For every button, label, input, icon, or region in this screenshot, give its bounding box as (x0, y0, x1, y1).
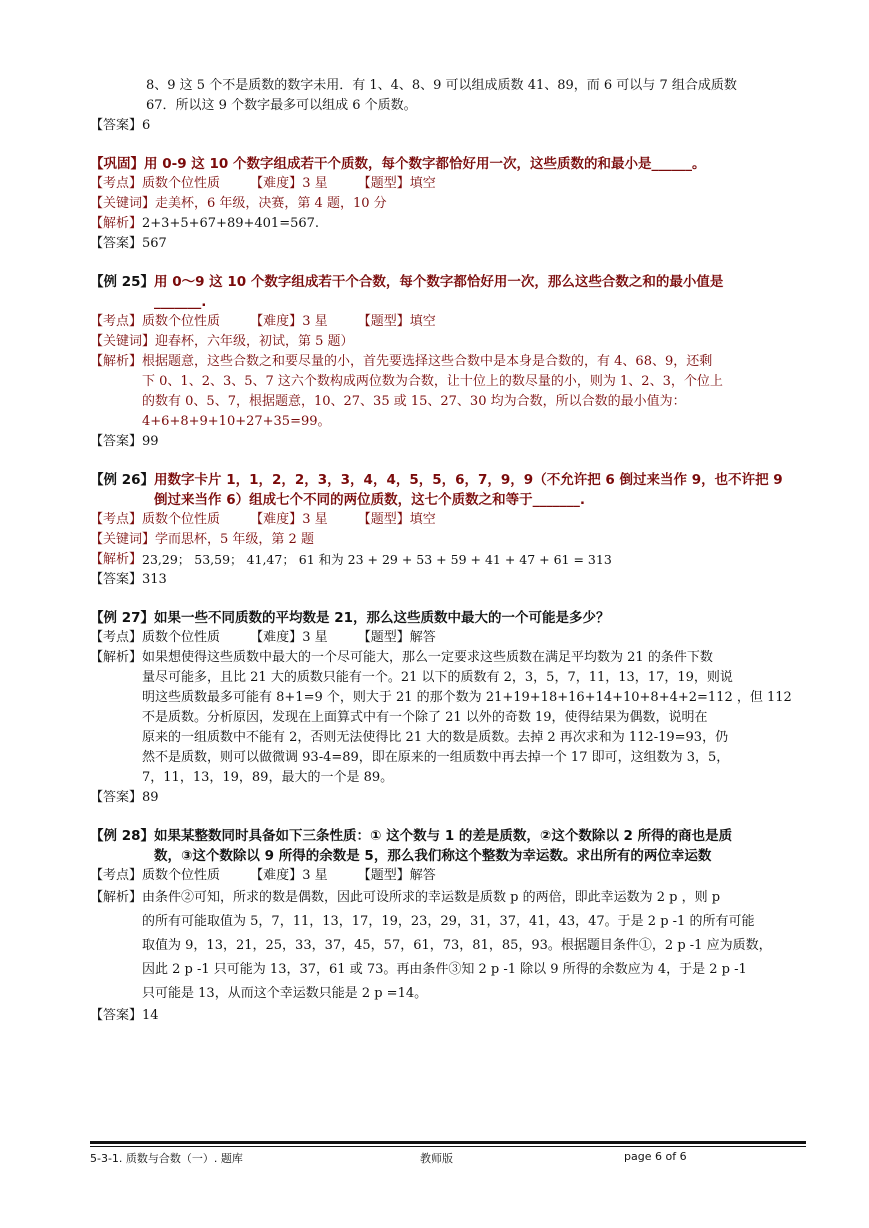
tixing-label: 【题型】 (357, 630, 410, 645)
footer-divider-thin (90, 1146, 806, 1147)
nandu-label: 【难度】 (250, 868, 303, 883)
answer-value: 567 (142, 236, 167, 251)
ex27-label: 【例 27】 (90, 610, 154, 626)
gonggu-answer-row (90, 234, 810, 254)
nandu-value: 3 星 (302, 314, 328, 329)
ex26-meta-row (90, 510, 810, 530)
kaodian-label: 【考点】 (90, 868, 143, 883)
nandu-value: 3 星 (302, 176, 328, 191)
ex28-meta-row (90, 866, 810, 886)
ex27-title-row (90, 608, 810, 628)
content (90, 76, 810, 1026)
tixing-label: 【题型】 (357, 868, 410, 883)
keyword-value: 走美杯，6 年级，决赛，第 4 题，10 分 (155, 196, 387, 211)
ex27-jiexi-line-1: 如果想使得这些质数中最大的一个尽可能大，那么一定要求这些质数在满足平均数为 21 的条件下数 (142, 650, 713, 665)
gonggu-keyword-row (90, 194, 810, 214)
ex28-jiexi-line-5: 只可能是 13，从而这个幸运数只能是 2 p =14。 (142, 986, 428, 1001)
answer-label: 【答案】 (90, 236, 143, 251)
ex28-label: 【例 28】 (90, 828, 154, 844)
nandu-value: 3 星 (302, 630, 328, 645)
keyword-label: 【关键词】 (90, 334, 156, 349)
answer-label: 【答案】 (90, 790, 143, 805)
ex25-jiexi-line-1: 根据题意，这些合数之和要尽量的小，首先要选择这些合数中是本身是合数的，有 4、68、9，还剩 (142, 354, 713, 369)
footer-source: 5-3-1. 质数与合数（一）. 题库 (90, 1152, 243, 1165)
ex25-jiexi-line-3: 的数有 0、5、7，根据题意，10、27、35 或 15、27、30 均为合数，所以合数的最小值为： (142, 394, 686, 409)
ex27-jiexi-row (90, 648, 810, 788)
ex25-answer-row (90, 432, 810, 452)
ex25-meta-row (90, 312, 810, 332)
ex28-title-row (90, 826, 810, 866)
answer-value: 313 (142, 572, 167, 587)
kaodian-label: 【考点】 (90, 512, 143, 527)
kaodian-value: 质数个位性质 (142, 314, 221, 329)
ex28-title-line-2: 数，③这个数除以 9 所得的余数是 5，那么我们称这个整数为幸运数。求出所有的两位幸运数 (154, 848, 712, 864)
gonggu-jiexi-row (90, 214, 810, 234)
answer-label: 【答案】 (90, 1008, 143, 1023)
nandu-value: 3 星 (302, 868, 328, 883)
gonggu-label: 【巩固】 (90, 156, 144, 172)
ex25-title-line-2: _______. (154, 294, 207, 310)
kaodian-value: 质数个位性质 (142, 630, 221, 645)
footer-edition: 教师版 (420, 1152, 453, 1165)
ex27-title: 如果一些不同质数的平均数是 21，那么这些质数中最大的一个可能是多少？ (154, 610, 610, 626)
nandu-label: 【难度】 (250, 512, 303, 527)
ex25-title-line-1: 用 0～9 这 10 个数字组成若干个合数，每个数字都恰好用一次，那么这些合数之和的最小值是 (154, 274, 724, 290)
answer-label: 【答案】 (90, 572, 143, 587)
ex27-jiexi-line-2: 量尽可能多，且比 21 大的质数只能有一个。21 以下的质数有 2，3，5，7，11，13，17，19，则说 (142, 670, 733, 685)
answer-value: 14 (142, 1008, 159, 1023)
nandu-value: 3 星 (302, 512, 328, 527)
ex26-title-line-2: 倒过来当作 6）组成七个不同的两位质数，这七个质数之和等于_______. (154, 492, 585, 508)
answer-label: 【答案】 (90, 434, 143, 449)
keyword-value: 迎春杯，六年级，初试，第 5 题） (155, 334, 354, 349)
tixing-value: 填空 (409, 512, 436, 527)
keyword-value: 学而思杯，5 年级，第 2 题 (155, 532, 314, 547)
ex28-title-line-1: 如果某整数同时具备如下三条性质：① 这个数与 1 的差是质数，②这个数除以 2 所得的商也是质 (154, 828, 733, 844)
tixing-value: 解答 (409, 630, 436, 645)
gonggu-title-row (90, 154, 810, 174)
ex27-jiexi-line-4: 不是质数。分析原因，发现在上面算式中有一个除了 21 以外的奇数 19，使得结果为偶数，说明在 (142, 710, 708, 725)
ex26-title-line-1: 用数字卡片 1，1，2，2，3，3，4，4，5，5，6，7，9，9（不允许把 6 倒过来当作 9，也不许把 9 (154, 472, 783, 488)
ex28-jiexi-line-2: 的所有可能取值为 5，7，11，13，17，19，23，29，31，37，41，43，47。于是 2 p -1 的所有可能 (142, 914, 755, 929)
tixing-value: 填空 (409, 176, 436, 191)
nandu-label: 【难度】 (250, 630, 303, 645)
gonggu-meta-row (90, 174, 810, 194)
tixing-value: 解答 (409, 868, 436, 883)
nandu-label: 【难度】 (250, 314, 303, 329)
ex28-jiexi-line-1: 由条件②可知，所求的数是偶数，因此可设所求的幸运数是质数 p 的两倍，即此幸运数为 2 p ，则 p (142, 890, 721, 905)
ex28-jiexi-line-3: 取值为 9，13，21，25，33，37，45，57，61，73，81，85，93。根据题目条件①，2 p -1 应为质数， (142, 938, 772, 953)
keyword-label: 【关键词】 (90, 196, 156, 211)
ex25-jiexi-row (90, 352, 810, 432)
ex27-jiexi-line-3: 明这些质数最多可能有 8+1=9 个，则大于 21 的那个数为 21+19+18+16+14+10+8+4+2=112 ，但 112 (142, 690, 792, 705)
answer-value: 89 (142, 790, 159, 805)
jiexi-label: 【解析】 (90, 216, 143, 231)
jiexi-label: 【解析】 (90, 890, 143, 905)
kaodian-label: 【考点】 (90, 630, 143, 645)
ex27-jiexi-line-6: 然不是质数，则可以做微调 93-4=89，即在原来的一组质数中再去掉一个 17 即可，这组数为 3，5， (142, 750, 730, 765)
prev-continuation-line-2: 67．所以这 9 个数字最多可以组成 6 个质数。 (146, 98, 417, 113)
ex25-title-row (90, 272, 810, 312)
footer-divider-thick (90, 1141, 806, 1144)
jiexi-label: 【解析】 (90, 650, 143, 665)
gonggu-title: 用 0-9 这 10 个数字组成若干个质数，每个数字都恰好用一次，这些质数的和最小是______。 (144, 156, 706, 172)
ex26-label: 【例 26】 (90, 472, 154, 488)
tixing-label: 【题型】 (357, 512, 410, 527)
jiexi-text: 2+3+5+67+89+401=567. (142, 216, 320, 231)
ex28-answer-row (90, 1006, 810, 1026)
kaodian-label: 【考点】 (90, 314, 143, 329)
ex27-jiexi-line-7: 7，11，13，19，89，最大的一个是 89。 (142, 770, 394, 785)
ex27-answer-row (90, 788, 810, 808)
tixing-label: 【题型】 (357, 176, 410, 191)
answer-label: 【答案】 (90, 118, 143, 133)
answer-value: 6 (142, 118, 151, 133)
ex28-jiexi-line-4: 因此 2 p -1 只可能为 13，37，61 或 73。再由条件③知 2 p -1 除以 9 所得的余数应为 4，于是 2 p -1 (142, 962, 747, 977)
footer-page-number: page 6 of 6 (624, 1150, 687, 1163)
jiexi-text: 23,29； 53,59； 41,47； 61 和为 23 + 29 + 53 + 59 + 41 + 47 + 61 = 313 (142, 552, 612, 567)
ex25-keyword-row (90, 332, 810, 352)
kaodian-value: 质数个位性质 (142, 512, 221, 527)
jiexi-label: 【解析】 (90, 552, 143, 567)
ex28-jiexi-row (90, 886, 810, 1006)
ex26-answer-row (90, 570, 810, 590)
ex27-meta-row (90, 628, 810, 648)
ex26-jiexi-row (90, 550, 810, 570)
jiexi-label: 【解析】 (90, 354, 143, 369)
ex26-keyword-row (90, 530, 810, 550)
prev-continuation-line-1: 8、9 这 5 个不是质数的数字未用．有 1、4、8、9 可以组成质数 41、89，而 6 可以与 7 组合成质数 (146, 78, 737, 93)
answer-value: 99 (142, 434, 159, 449)
tixing-label: 【题型】 (357, 314, 410, 329)
kaodian-label: 【考点】 (90, 176, 143, 191)
kaodian-value: 质数个位性质 (142, 868, 221, 883)
ex25-jiexi-line-4: 4+6+8+9+10+27+35=99。 (142, 414, 331, 429)
prev-answer-row (90, 116, 810, 136)
nandu-label: 【难度】 (250, 176, 303, 191)
keyword-label: 【关键词】 (90, 532, 156, 547)
tixing-value: 填空 (409, 314, 436, 329)
kaodian-value: 质数个位性质 (142, 176, 221, 191)
ex27-jiexi-line-5: 原来的一组质数中不能有 2，否则无法使得比 21 大的数是质数。去掉 2 再次求和为 112-19=93，仍 (142, 730, 729, 745)
ex25-jiexi-line-2: 下 0、1、2、3、5、7 这六个数构成两位数为合数，让十位上的数尽量的小，则为 1、2、3，个位上 (142, 374, 723, 389)
ex25-label: 【例 25】 (90, 274, 154, 290)
ex26-title-row (90, 470, 810, 510)
